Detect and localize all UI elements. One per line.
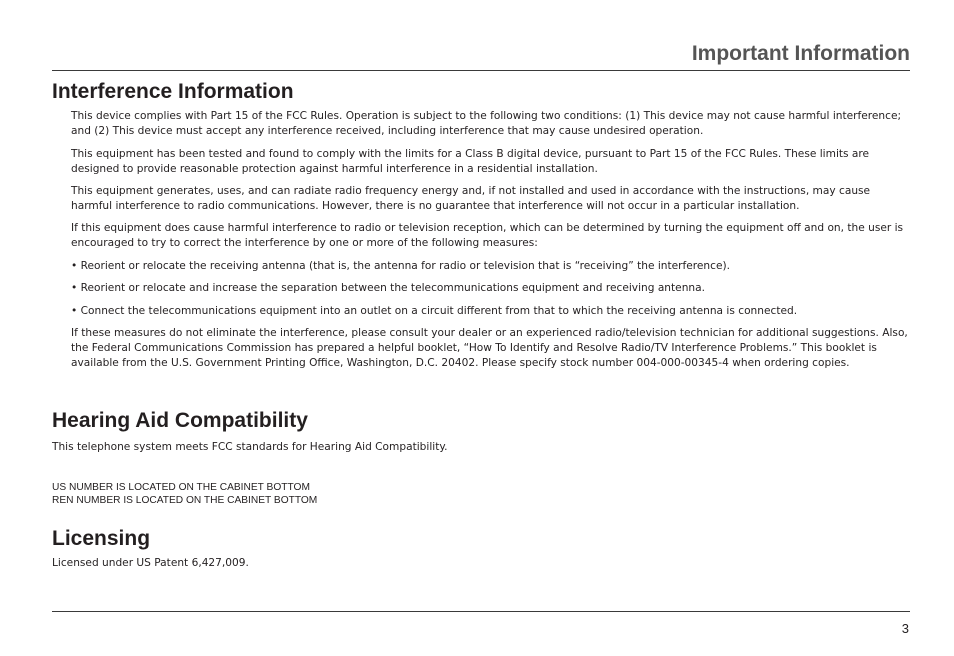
page-number: 3 (901, 621, 909, 636)
us-number-note: US NUMBER IS LOCATED ON THE CABINET BOTTOM (52, 482, 310, 493)
licensing-section-title: Licensing (52, 527, 151, 550)
page-header-title: Important Information (691, 42, 910, 65)
page-header (52, 40, 910, 71)
licensing-text: Licensed under US Patent 6,427,009. (52, 557, 249, 569)
interference-section-title: Interference Information (52, 80, 294, 103)
ren-number-note: REN NUMBER IS LOCATED ON THE CABINET BOTTOM (52, 495, 318, 506)
interference-bullet-3: • Connect the telecommunications equipment into an outlet on a circuit different from that to which the receiving antenna is connected. (71, 305, 798, 317)
hearing-aid-section-title: Hearing Aid Compatibility (52, 409, 308, 432)
interference-paragraph-3: This equipment generates, uses, and can radiate radio frequency energy and, if not installed and used in accordance with the instructions, may cause harmful interference to radio communications. However, there is no guarantee that interference will not occur in a particular installation. (71, 185, 871, 212)
interference-paragraph-5: If these measures do not eliminate the interference, please consult your dealer or an experienced radio/television technician for additional suggestions. Also, the Federal Communications Commission has prepared a helpful booklet, “How To Identify and Resolve Radio/TV Interference Problems.” This booklet is available from the U.S. Government Printing Office, Washington, D.C. 20402. Please specify stock number 004-000-00345-4 when ordering copies. (71, 327, 908, 369)
interference-bullet-1: • Reorient or relocate the receiving antenna (that is, the antenna for radio or television that is “receiving” the interference). (71, 260, 730, 272)
interference-paragraph-4: If this equipment does cause harmful interference to radio or television reception, which can be determined by turning the equipment off and on, the user is encouraged to try to correct the interference by one or more of the following measures: (71, 222, 904, 249)
hearing-aid-text: This telephone system meets FCC standards for Hearing Aid Compatibility. (52, 441, 448, 453)
interference-paragraph-2: This equipment has been tested and found to comply with the limits for a Class B digital device, pursuant to Part 15 of the FCC Rules. These limits are designed to provide reasonable protection against harmful interference in a residential installation. (71, 148, 870, 175)
footer-divider (52, 611, 910, 612)
interference-bullet-2: • Reorient or relocate and increase the separation between the telecommunications equipment and receiving antenna. (71, 282, 705, 294)
interference-paragraph-1: This device complies with Part 15 of the FCC Rules. Operation is subject to the following two conditions: (1) This device may not cause harmful interference; and (2) This device must accept any interference received, including interference that may cause undesired operation. (71, 110, 902, 137)
